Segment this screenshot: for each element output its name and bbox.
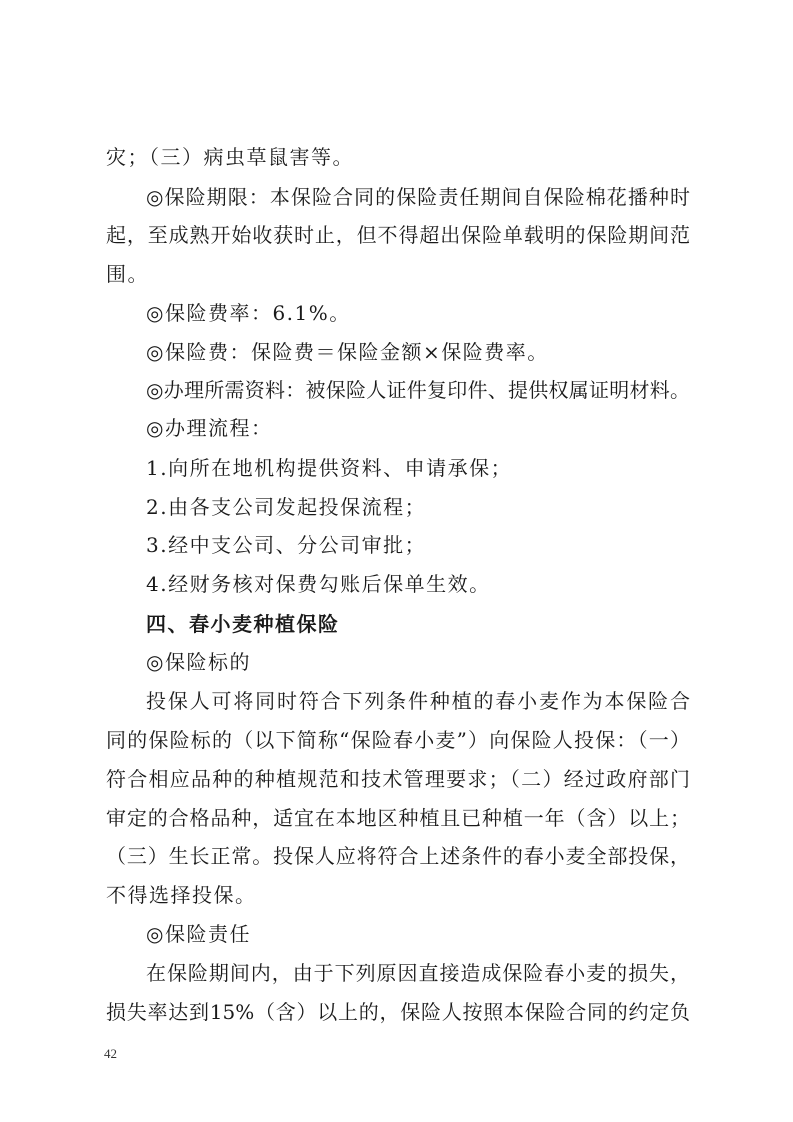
text-line: （三）生长正常。投保人应将符合上述条件的春小麦全部投保， — [106, 844, 690, 868]
text-line: 不得选择投保。 — [106, 883, 257, 907]
text-line: ◎保险费率：6.1%。 — [146, 301, 351, 325]
section-heading: 四、春小麦种植保险 — [146, 612, 340, 636]
page-number: 42 — [104, 1046, 117, 1061]
text-line: 1.向所在地机构提供资料、申请承保； — [146, 456, 513, 480]
text-line: ◎办理流程： — [146, 416, 273, 440]
text-line: ◎保险费：保险费＝保险金额×保险费率。 — [146, 340, 549, 364]
text-line: 损失率达到15%（含）以上的，保险人按照本保险合同的约定负 — [106, 1000, 690, 1024]
text-line: 审定的合格品种，适宜在本地区种植且已种植一年（含）以上； — [106, 806, 690, 830]
text-line: 同的保险标的（以下简称“保险春小麦”）向保险人投保：（一） — [106, 728, 690, 752]
text-line: ◎办理所需资料：被保险人证件复印件、提供权属证明材料。 — [146, 378, 690, 402]
text-line: 投保人可将同时符合下列条件种植的春小麦作为本保险合 — [146, 689, 690, 713]
text-line: 围。 — [106, 262, 149, 286]
text-line: ◎保险期限：本保险合同的保险责任期间自保险棉花播种时 — [146, 185, 690, 209]
text-line: 起，至成熟开始收获时止，但不得超出保险单载明的保险期间范 — [106, 223, 690, 247]
text-line: 3.经中支公司、分公司审批； — [146, 533, 427, 557]
text-line: 4.经财务核对保费勾账后保单生效。 — [146, 572, 491, 596]
text-line: 符合相应品种的种植规范和技术管理要求；（二）经过政府部门 — [106, 767, 690, 791]
text-line: ◎保险标的 — [146, 650, 251, 674]
text-line: 灾；（三）病虫草鼠害等。 — [106, 145, 354, 169]
text-line: 2.由各支公司发起投保流程； — [146, 495, 427, 519]
text-line: 在保险期间内，由于下列原因直接造成保险春小麦的损失， — [146, 961, 690, 985]
text-line: ◎保险责任 — [146, 922, 251, 946]
